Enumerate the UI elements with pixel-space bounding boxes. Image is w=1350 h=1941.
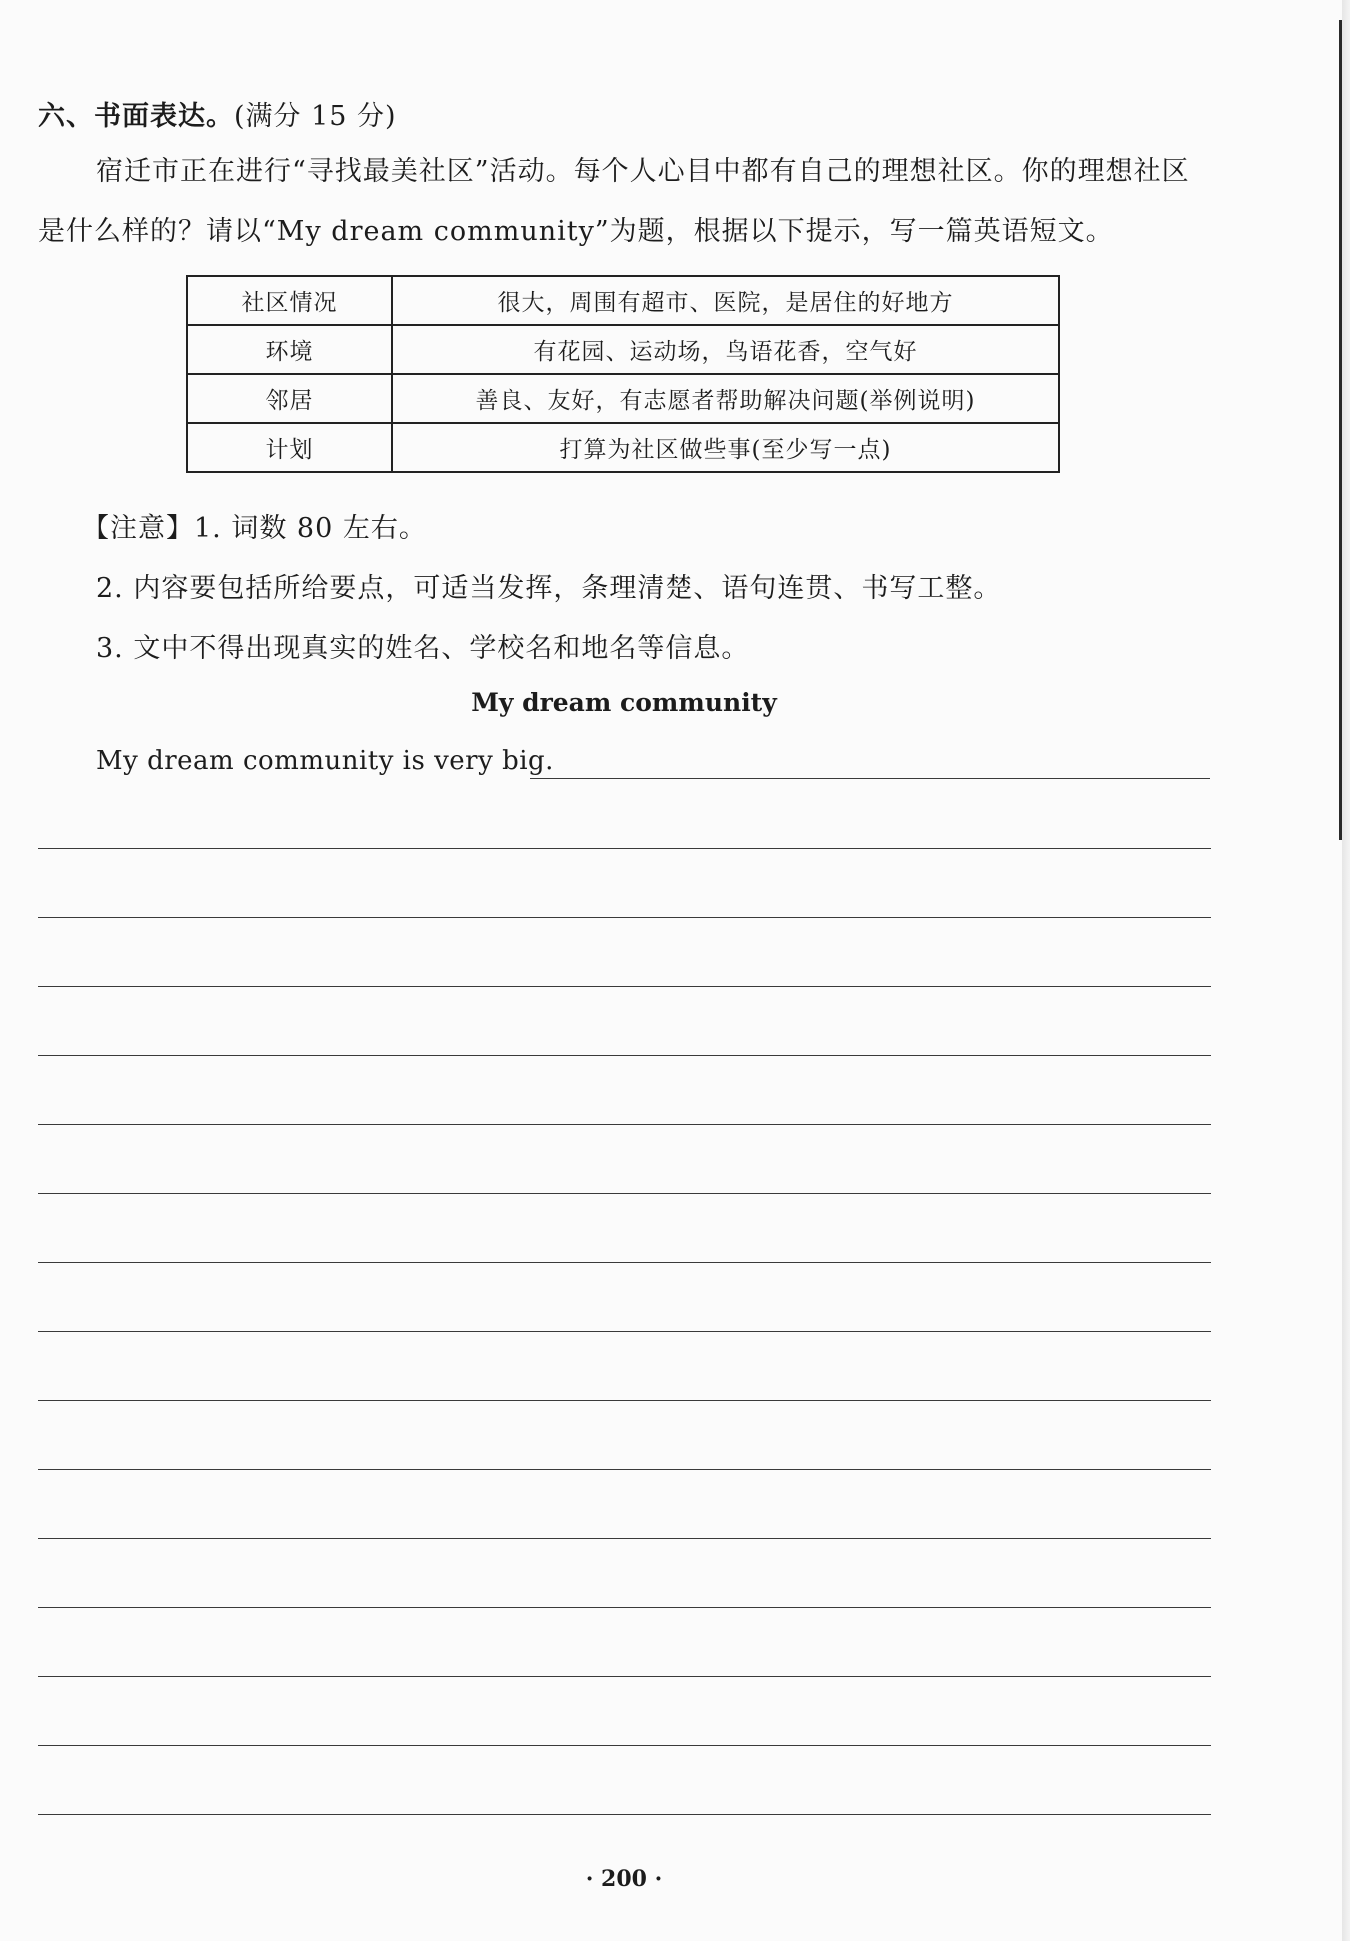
table-row (187, 325, 1059, 374)
answer-line[interactable] (38, 1607, 1211, 1608)
table-key: 邻居 (187, 374, 392, 423)
answer-line[interactable] (38, 1124, 1211, 1125)
answer-line[interactable] (38, 986, 1211, 987)
answer-line[interactable] (38, 1193, 1211, 1194)
answer-line[interactable] (38, 1745, 1211, 1746)
note-3: 3. 文中不得出现真实的姓名、学校名和地名等信息。 (96, 633, 750, 664)
answer-line[interactable] (38, 1055, 1211, 1056)
hints-table (186, 275, 1060, 473)
essay-title: My dream community (471, 688, 777, 717)
table-key: 计划 (187, 423, 392, 472)
answer-line[interactable] (38, 1814, 1211, 1815)
answer-line[interactable] (530, 778, 1210, 779)
prompt-paragraph: 宿迁市正在进行“寻找最美社区”活动。每个人心目中都有自己的理想社区。你的理想社区是什么样的？请以“My dream community”为题，根据以下提示，写一篇英语短文。 (38, 156, 1190, 247)
answer-line[interactable] (38, 1331, 1211, 1332)
section-title: 六、书面表达。 (38, 101, 234, 132)
table-key: 社区情况 (187, 276, 392, 325)
note-2: 2. 内容要包括所给要点，可适当发挥，条理清楚、语句连贯、书写工整。 (96, 573, 1002, 604)
section-heading (38, 94, 397, 133)
table-value: 打算为社区做些事(至少写一点) (392, 423, 1059, 472)
answer-line[interactable] (38, 1400, 1211, 1401)
answer-line[interactable] (38, 1262, 1211, 1263)
essay-first-line: My dream community is very big. (96, 746, 554, 776)
answer-line[interactable] (38, 1469, 1211, 1470)
table-row (187, 423, 1059, 472)
answer-line[interactable] (38, 1676, 1211, 1677)
answer-line[interactable] (38, 1538, 1211, 1539)
table-value: 有花园、运动场，鸟语花香，空气好 (392, 325, 1059, 374)
table-key: 环境 (187, 325, 392, 374)
table-value: 很大，周围有超市、医院，是居住的好地方 (392, 276, 1059, 325)
answer-line[interactable] (38, 848, 1211, 849)
table-row (187, 374, 1059, 423)
note-1: 【注意】1. 词数 80 左右。 (82, 513, 427, 544)
section-score: (满分 15 分) (234, 101, 397, 132)
answer-line[interactable] (38, 917, 1211, 918)
table-value: 善良、友好，有志愿者帮助解决问题(举例说明) (392, 374, 1059, 423)
page-number: · 200 · (585, 1866, 663, 1892)
table-row (187, 276, 1059, 325)
page-edge-shadow (1342, 0, 1350, 1941)
